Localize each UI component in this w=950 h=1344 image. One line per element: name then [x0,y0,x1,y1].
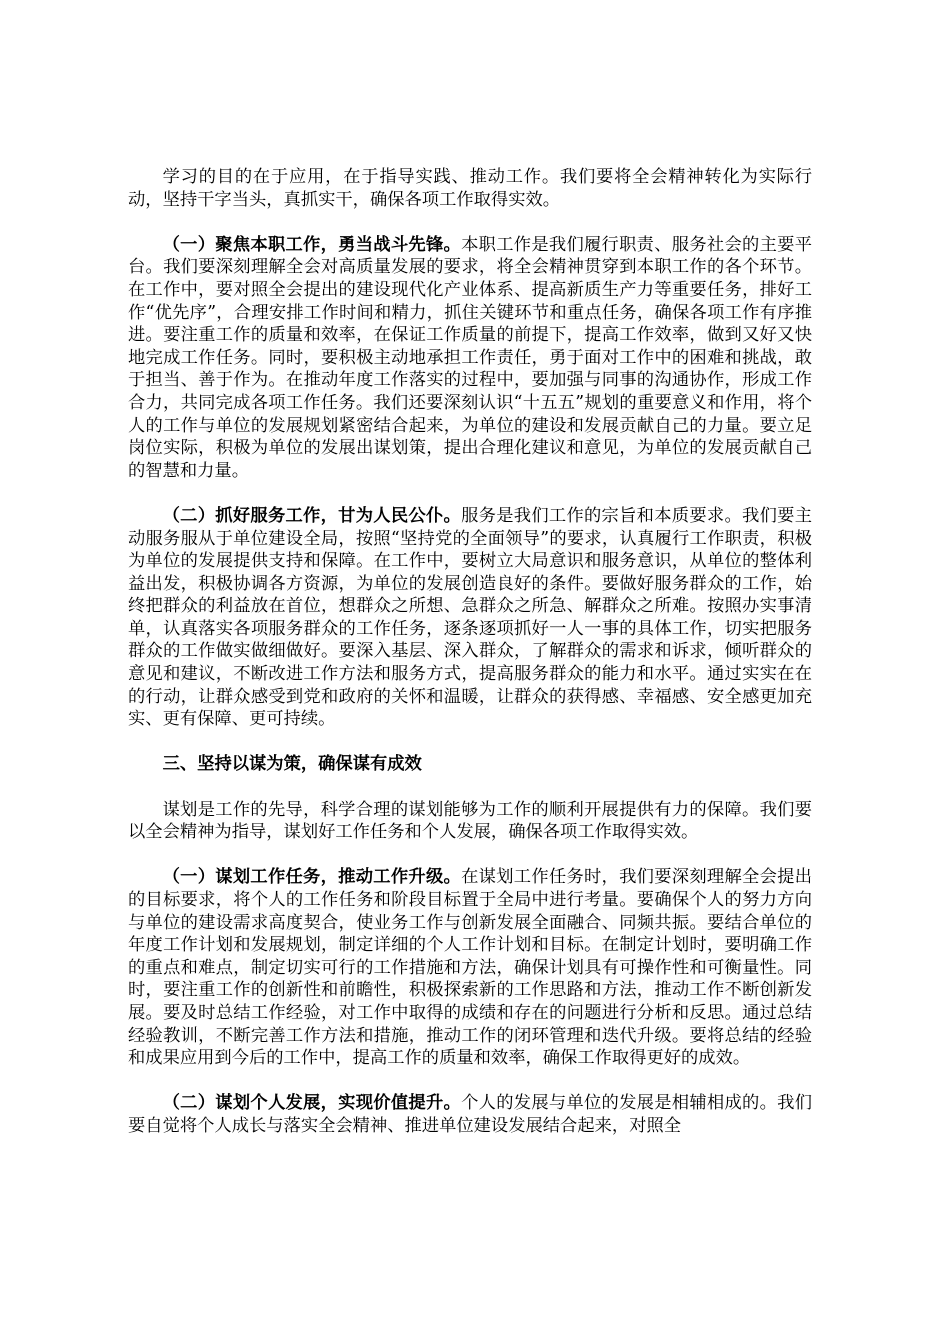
paragraph-text: 谋划是工作的先导，科学合理的谋划能够为工作的顺利开展提供有力的保障。我们要以全会精神为指导，谋划好工作任务和个人发展，确保各项工作取得实效。 [128,799,812,843]
paragraph-lead: （一）聚焦本职工作，勇当战斗先锋。 [162,234,462,255]
paragraph-text: 服务是我们工作的宗旨和本质要求。我们要主动服务服从于单位建设全局，按照“坚持党的全面领导”的要求，认真履行工作职责，积极为单位的发展提供支持和保障。在工作中，要树立大局意识和服务意识，从单位的整体利益出发，积极协调各方资源，为单位的发展创造良好的条件。要做好服务群众的工作，始终把群众的利益放在首位，想群众之所想、急群众之所急、解群众之所难。按照办实事清单，认真落实各项服务群众的工作任务，逐条逐项抓好一人一事的具体工作，切实把服务群众的工作做实做细做好。要深入基层、深入群众，了解群众的需求和诉求，倾听群众的意见和建议，不断改进工作方法和服务方式，提高服务群众的能力和水平。通过实实在在的行动，让群众感受到党和政府的关怀和温暖，让群众的获得感、幸福感、安全感更加充实、更有保障、更可持续。 [128,505,812,730]
paragraph-text: 在谋划工作任务时，我们要深刻理解全会提出的目标要求，将个人的工作任务和阶段目标置于全局中进行考量。要确保个人的努力方向与单位的建设需求高度契合，使业务工作与创新发展全面融合、同频共振。要结合单位的年度工作计划和发展规划，制定详细的个人工作计划和目标。在制定计划时，要明确工作的重点和难点，制定切实可行的工作措施和方法，确保计划具有可操作性和可衡量性。同时，要注重工作的创新性和前瞻性，积极探索新的工作思路和方法，推动工作不断创新发展。要及时总结工作经验，对工作中取得的成绩和存在的问题进行分析和反思。通过总结经验教训，不断完善工作方法和措施，推动工作的闭环管理和迭代升级。要将总结的经验和成果应用到今后的工作中，提高工作的质量和效率，确保工作取得更好的成效。 [128,867,812,1069]
paragraph-text: 个人的发展与单位的发展是相辅相成的。我们要自觉将个人成长与落实全会精神、推进单位建设发展结合起来，对照全 [128,1093,812,1136]
paragraph-lead: （二）谋划个人发展，实现价值提升。 [162,1093,462,1114]
paragraph-lead: （一）谋划工作任务，推动工作升级。 [162,867,462,888]
paragraph-planning-intro [128,799,812,844]
document-body [128,166,812,1160]
paragraph-intro [128,166,812,211]
paragraph-service-work [128,505,812,731]
paragraph-lead: （二）抓好服务工作，甘为人民公仆。 [162,505,462,526]
paragraph-focus-work [128,234,812,483]
paragraph-personal-development [128,1092,812,1137]
section-heading: 三、坚持以谋为策，确保谋有成效 [162,754,422,775]
paragraph-text: 学习的目的在于应用，在于指导实践、推动工作。我们要将全会精神转化为实际行动，坚持干字当头，真抓实干，确保各项工作取得实效。 [128,167,812,210]
paragraph-plan-tasks [128,866,812,1069]
paragraph-text: 本职工作是我们履行职责、服务社会的主要平台。我们要深刻理解全会对高质量发展的要求，将全会精神贯穿到本职工作的各个环节。在工作中，要对照全会提出的建设现代化产业体系、提高新质生产力等重要任务，排好工作“优先序”，合理安排工作时间和精力，抓住关键环节和重点任务，确保各项工作有序推进。要注重工作的质量和效率，在保证工作质量的前提下，提高工作效率，做到又好又快地完成工作任务。同时，要积极主动地承担工作责任，勇于面对工作中的困难和挑战，敢于担当、善于作为。在推动年度工作落实的过程中，要加强与同事的沟通协作，形成工作合力，共同完成各项工作任务。我们还要深刻认识“十五五”规划的重要意义和作用，将个人的工作与单位的发展规划紧密结合起来，为单位的建设和发展贡献自己的力量。要立足岗位实际，积极为单位的发展出谋划策，提出合理化建议和意见，为单位的发展贡献自己的智慧和力量。 [128,234,812,481]
